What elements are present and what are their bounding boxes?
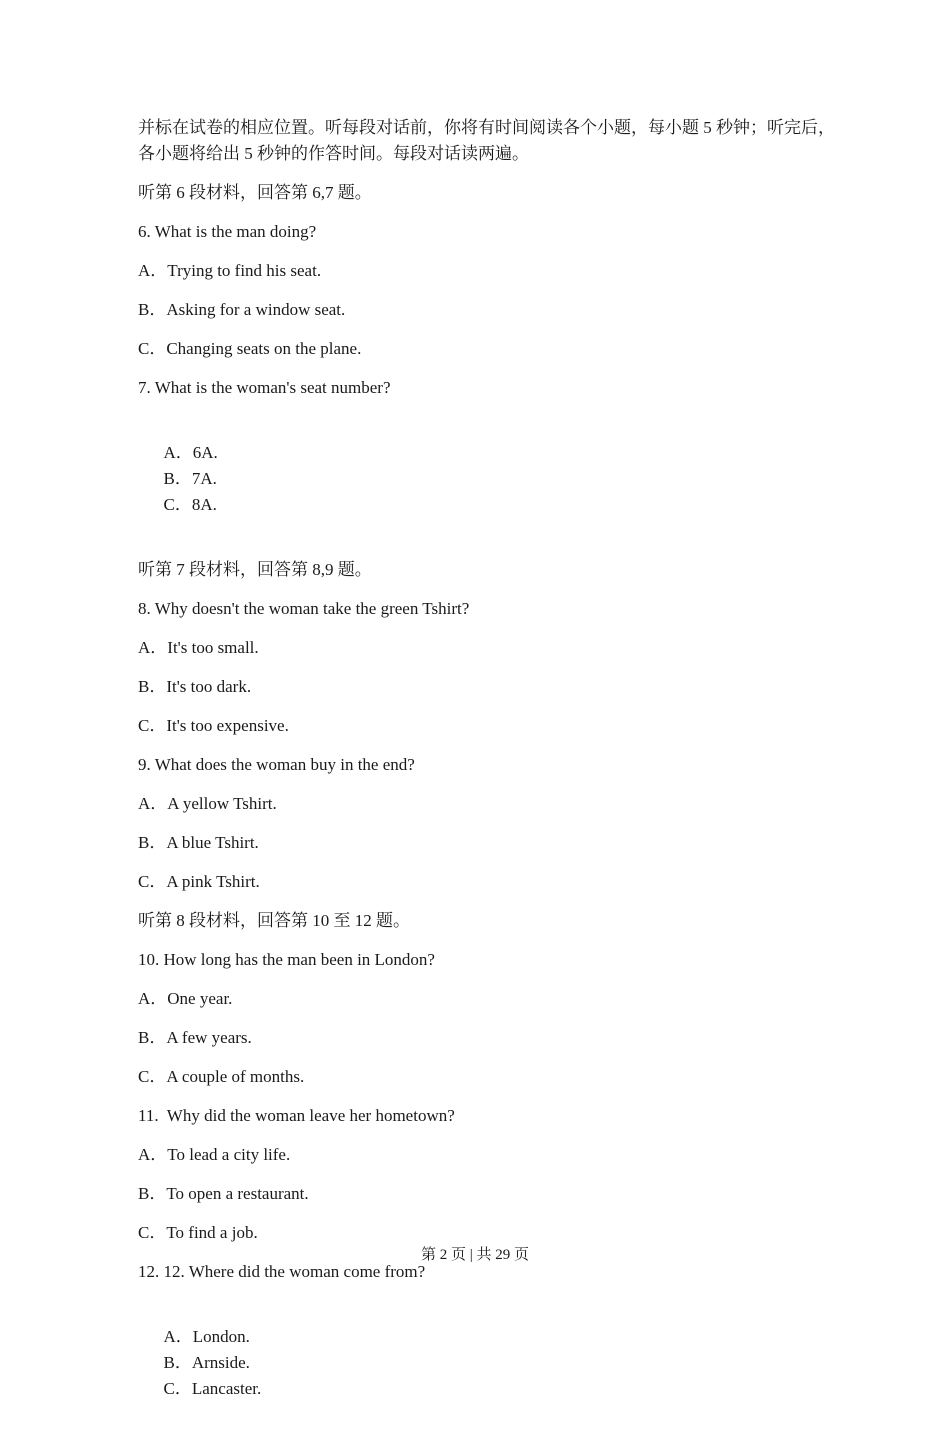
question-11-text: 11. Why did the woman leave her hometown? xyxy=(138,1106,455,1125)
section-8-header: 听第 8 段材料，回答第 10 至 12 题。 xyxy=(138,911,410,930)
question-11-option-c: C．To find a job. xyxy=(138,1223,258,1242)
question-8-option-a: A．It's too small. xyxy=(138,638,259,657)
question-7-options xyxy=(138,414,878,544)
page-footer: 第 2 页 | 共 29 页 xyxy=(420,1247,529,1263)
question-7-option-c: C．8A. xyxy=(163,495,217,514)
question-10-option-b: B．A few years. xyxy=(138,1028,252,1047)
question-7-option-b: B．7A. xyxy=(163,469,217,488)
question-12-text: 12. 12. Where did the woman come from? xyxy=(138,1262,426,1281)
question-6-option-b: B．Asking for a window seat. xyxy=(138,300,346,319)
question-6-option-c: C．Changing seats on the plane. xyxy=(138,339,362,358)
question-7-text: 7. What is the woman's seat number? xyxy=(138,378,391,397)
question-12-option-c: C．Lancaster. xyxy=(163,1379,262,1398)
question-10-option-a: A．One year. xyxy=(138,989,233,1008)
question-10-option-c: C．A couple of months. xyxy=(138,1067,305,1086)
question-8-text: 8. Why doesn't the woman take the green Tshirt? xyxy=(138,599,470,618)
question-9-option-a: A．A yellow Tshirt. xyxy=(138,794,277,813)
question-10-text: 10. How long has the man been in London? xyxy=(138,950,435,969)
question-7-option-a: A．6A. xyxy=(163,443,218,462)
question-11-option-a: A．To lead a city life. xyxy=(138,1145,291,1164)
question-9-text: 9. What does the woman buy in the end? xyxy=(138,755,415,774)
question-8-option-b: B．It's too dark. xyxy=(138,677,252,696)
question-11-option-b: B．To open a restaurant. xyxy=(138,1184,309,1203)
instructions-line-1: 并标在试卷的相应位置。听每段对话前，你将有时间阅读各个小题，每小题 5 秒钟；听完后， xyxy=(138,118,835,137)
section-7-header: 听第 7 段材料，回答第 8,9 题。 xyxy=(138,560,372,579)
question-6-option-a: A．Trying to find his seat. xyxy=(138,261,322,280)
question-6-text: 6. What is the man doing? xyxy=(138,222,317,241)
question-9-option-c: C．A pink Tshirt. xyxy=(138,872,260,891)
question-8-option-c: C．It's too expensive. xyxy=(138,716,289,735)
question-12-option-a: A．London. xyxy=(163,1327,250,1346)
section-6-header: 听第 6 段材料，回答第 6,7 题。 xyxy=(138,183,372,202)
question-12-option-b: B．Arnside. xyxy=(163,1353,250,1372)
instructions-line-2: 各小题将给出 5 秒钟的作答时间。每段对话读两遍。 xyxy=(138,144,529,163)
question-12-options xyxy=(138,1298,878,1428)
question-9-option-b: B．A blue Tshirt. xyxy=(138,833,259,852)
